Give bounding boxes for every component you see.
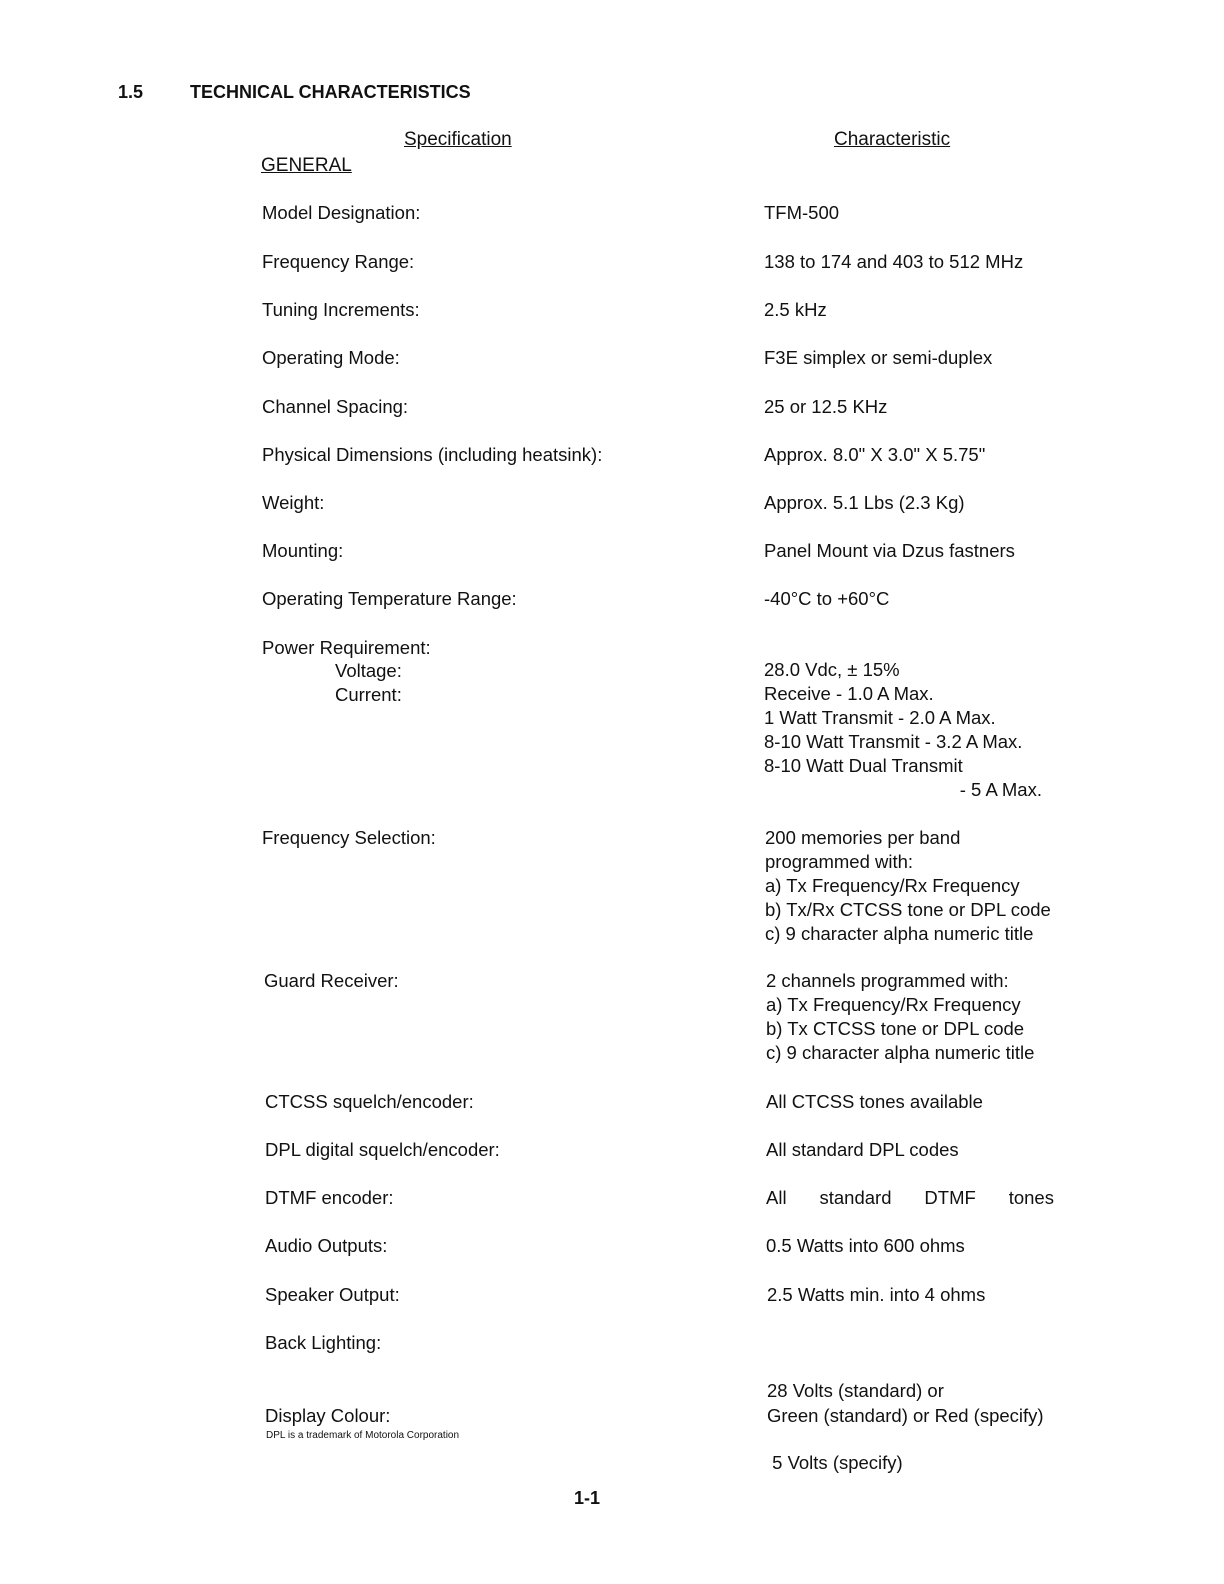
- spec-label: Channel Spacing:: [262, 396, 409, 417]
- spec-value: All standard DPL codes: [766, 1139, 959, 1160]
- spec-value-line: c) 9 character alpha numeric title: [765, 923, 1034, 944]
- spec-value-line: 200 memories per band: [765, 827, 961, 848]
- spec-value: TFM-500: [764, 202, 840, 223]
- spec-value-list: [766, 969, 1034, 1065]
- spec-value-justified: [766, 1186, 1054, 1210]
- spec-label: CTCSS squelch/encoder:: [265, 1091, 474, 1112]
- spec-value-line: 2 channels programmed with:: [766, 970, 1009, 991]
- spec-sublabel-current: Current:: [335, 684, 402, 705]
- spec-label: Frequency Selection:: [262, 827, 436, 848]
- spec-value: F3E simplex or semi-duplex: [764, 347, 993, 368]
- spec-value: Panel Mount via Dzus fastners: [764, 540, 1015, 561]
- spec-value-line: 5 Volts (specify): [767, 1452, 903, 1473]
- spec-value-word: standard: [819, 1187, 892, 1208]
- spec-label: Back Lighting:: [265, 1332, 382, 1353]
- spec-value-line: 8-10 Watt Transmit - 3.2 A Max.: [764, 731, 1023, 752]
- spec-value-line: Receive - 1.0 A Max.: [764, 683, 934, 704]
- spec-value-line: c) 9 character alpha numeric title: [766, 1042, 1035, 1063]
- spec-value-line: - 5 A Max.: [959, 779, 1042, 800]
- spec-value-word: tones: [1008, 1187, 1054, 1208]
- spec-label: Model Designation:: [262, 202, 421, 223]
- spec-label: DPL digital squelch/encoder:: [265, 1139, 500, 1160]
- spec-value-list: [765, 826, 1051, 946]
- spec-label: Operating Mode:: [262, 347, 400, 368]
- spec-value-line: programmed with:: [765, 851, 914, 872]
- spec-value: -40°C to +60°C: [764, 588, 890, 609]
- spec-value: Green (standard) or Red (specify): [767, 1405, 1044, 1426]
- spec-label: Mounting:: [262, 540, 344, 561]
- spec-value-line: b) Tx CTCSS tone or DPL code: [766, 1018, 1025, 1039]
- spec-value-line: b) Tx/Rx CTCSS tone or DPL code: [765, 899, 1051, 920]
- trademark-footnote: DPL is a trademark of Motorola Corporation: [266, 1430, 460, 1441]
- characteristic-column-header: Characteristic: [834, 129, 951, 150]
- spec-label: Physical Dimensions (including heatsink):: [262, 444, 603, 465]
- spec-label: Display Colour:: [265, 1405, 391, 1426]
- spec-label: Guard Receiver:: [264, 970, 399, 991]
- spec-label: Weight:: [262, 492, 325, 513]
- spec-value-line: a) Tx Frequency/Rx Frequency: [765, 875, 1020, 896]
- spec-value: All CTCSS tones available: [766, 1091, 983, 1112]
- spec-value-line: 28 Volts (standard) or: [767, 1380, 944, 1401]
- spec-value: 25 or 12.5 KHz: [764, 396, 888, 417]
- page-number: 1-1: [574, 1488, 601, 1508]
- spec-label: Operating Temperature Range:: [262, 588, 517, 609]
- spec-label: Frequency Range:: [262, 251, 415, 272]
- spec-value-line: a) Tx Frequency/Rx Frequency: [766, 994, 1021, 1015]
- spec-label: Power Requirement:: [262, 637, 431, 658]
- spec-label: DTMF encoder:: [265, 1187, 394, 1208]
- spec-label: Speaker Output:: [265, 1284, 400, 1305]
- spec-label: Audio Outputs:: [265, 1235, 388, 1256]
- section-number: 1.5: [118, 82, 144, 102]
- spec-sublabel-voltage: Voltage:: [335, 660, 402, 681]
- spec-value-word: All: [766, 1187, 787, 1208]
- spec-value: 0.5 Watts into 600 ohms: [766, 1235, 965, 1256]
- spec-value-line: 8-10 Watt Dual Transmit: [764, 755, 963, 776]
- spec-value: 138 to 174 and 403 to 512 MHz: [764, 251, 1024, 272]
- spec-value-line: 1 Watt Transmit - 2.0 A Max.: [764, 707, 996, 728]
- spec-value: Approx. 5.1 Lbs (2.3 Kg): [764, 492, 965, 513]
- spec-value: 2.5 kHz: [764, 299, 827, 320]
- spec-value-word: DTMF: [924, 1187, 976, 1208]
- section-title: TECHNICAL CHARACTERISTICS: [190, 82, 471, 102]
- general-group-heading: GENERAL: [261, 155, 352, 176]
- spec-value-list: [764, 658, 1042, 802]
- spec-value: Approx. 8.0" X 3.0" X 5.75": [764, 444, 986, 465]
- spec-label: Tuning Increments:: [262, 299, 420, 320]
- specification-column-header: Specification: [404, 129, 512, 150]
- spec-value-line: 28.0 Vdc, ± 15%: [764, 659, 900, 680]
- spec-value: 2.5 Watts min. into 4 ohms: [767, 1284, 986, 1305]
